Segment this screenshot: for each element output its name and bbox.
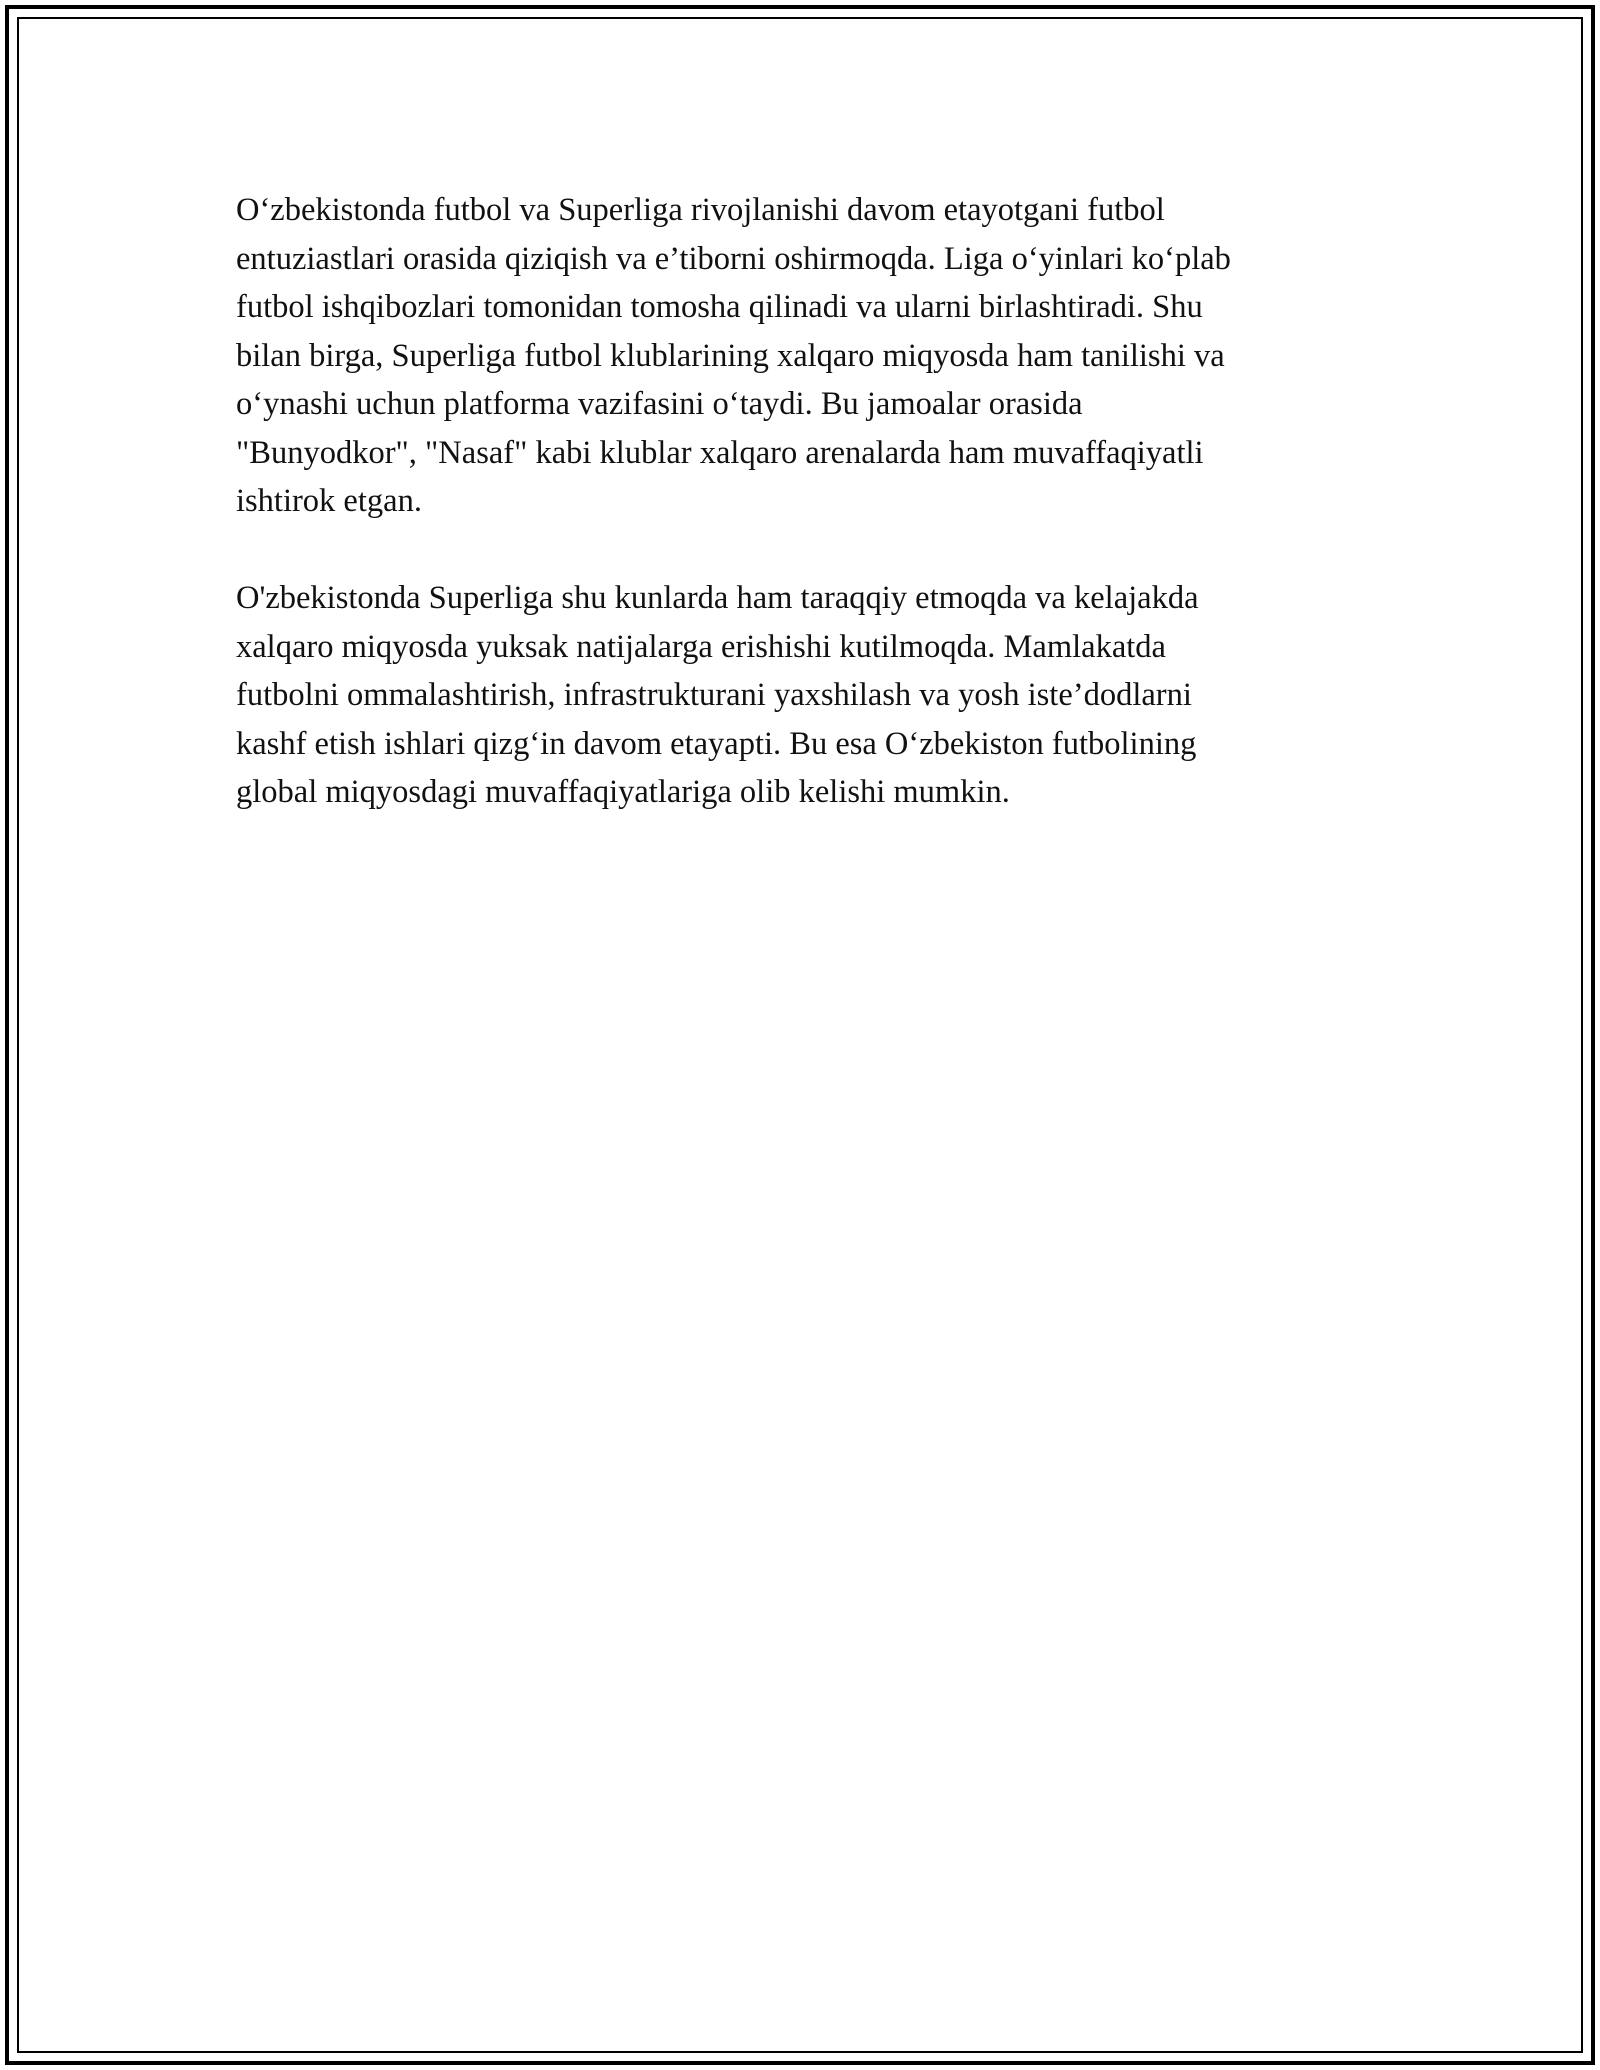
paragraph-line: futbolni ommalashtirish, infrastrukturani yaxshilash va yosh iste’dodlarni bbox=[236, 677, 1192, 713]
paragraph-line: futbol ishqibozlari tomonidan tomosha qilinadi va ularni birlashtiradi. Shu bbox=[236, 289, 1203, 325]
paragraph-line: O'zbekistonda Superliga shu kunlarda ham taraqqiy etmoqda va kelajakda bbox=[236, 580, 1199, 616]
paragraph-line: entuziastlari orasida qiziqish va e’tiborni oshirmoqda. Liga o‘yinlari ko‘plab bbox=[236, 240, 1231, 277]
paragraph-line: bilan birga, Superliga futbol klublarining xalqaro miqyosda ham tanilishi va bbox=[236, 337, 1225, 374]
paragraph-line: "Bunyodkor", "Nasaf" kabi klublar xalqaro arenalarda ham muvaffaqiyatli bbox=[236, 434, 1204, 471]
document-body bbox=[236, 186, 1366, 865]
paragraph-2 bbox=[236, 574, 1366, 817]
paragraph-line: kashf etish ishlari qizg‘in davom etayapti. Bu esa O‘zbekiston futbolining bbox=[236, 725, 1197, 762]
paragraph-1 bbox=[236, 186, 1366, 526]
paragraph-line: xalqaro miqyosda yuksak natijalarga erishishi kutilmoqda. Mamlakatda bbox=[236, 628, 1166, 665]
paragraph-line: O‘zbekistonda futbol va Superliga rivojlanishi davom etayotgani futbol bbox=[236, 192, 1165, 228]
paragraph-line: o‘ynashi uchun platforma vazifasini o‘taydi. Bu jamoalar orasida bbox=[236, 386, 1083, 422]
paragraph-line: global miqyosdagi muvaffaqiyatlariga olib kelishi mumkin. bbox=[236, 774, 1010, 810]
paragraph-line: ishtirok etgan. bbox=[236, 483, 422, 519]
